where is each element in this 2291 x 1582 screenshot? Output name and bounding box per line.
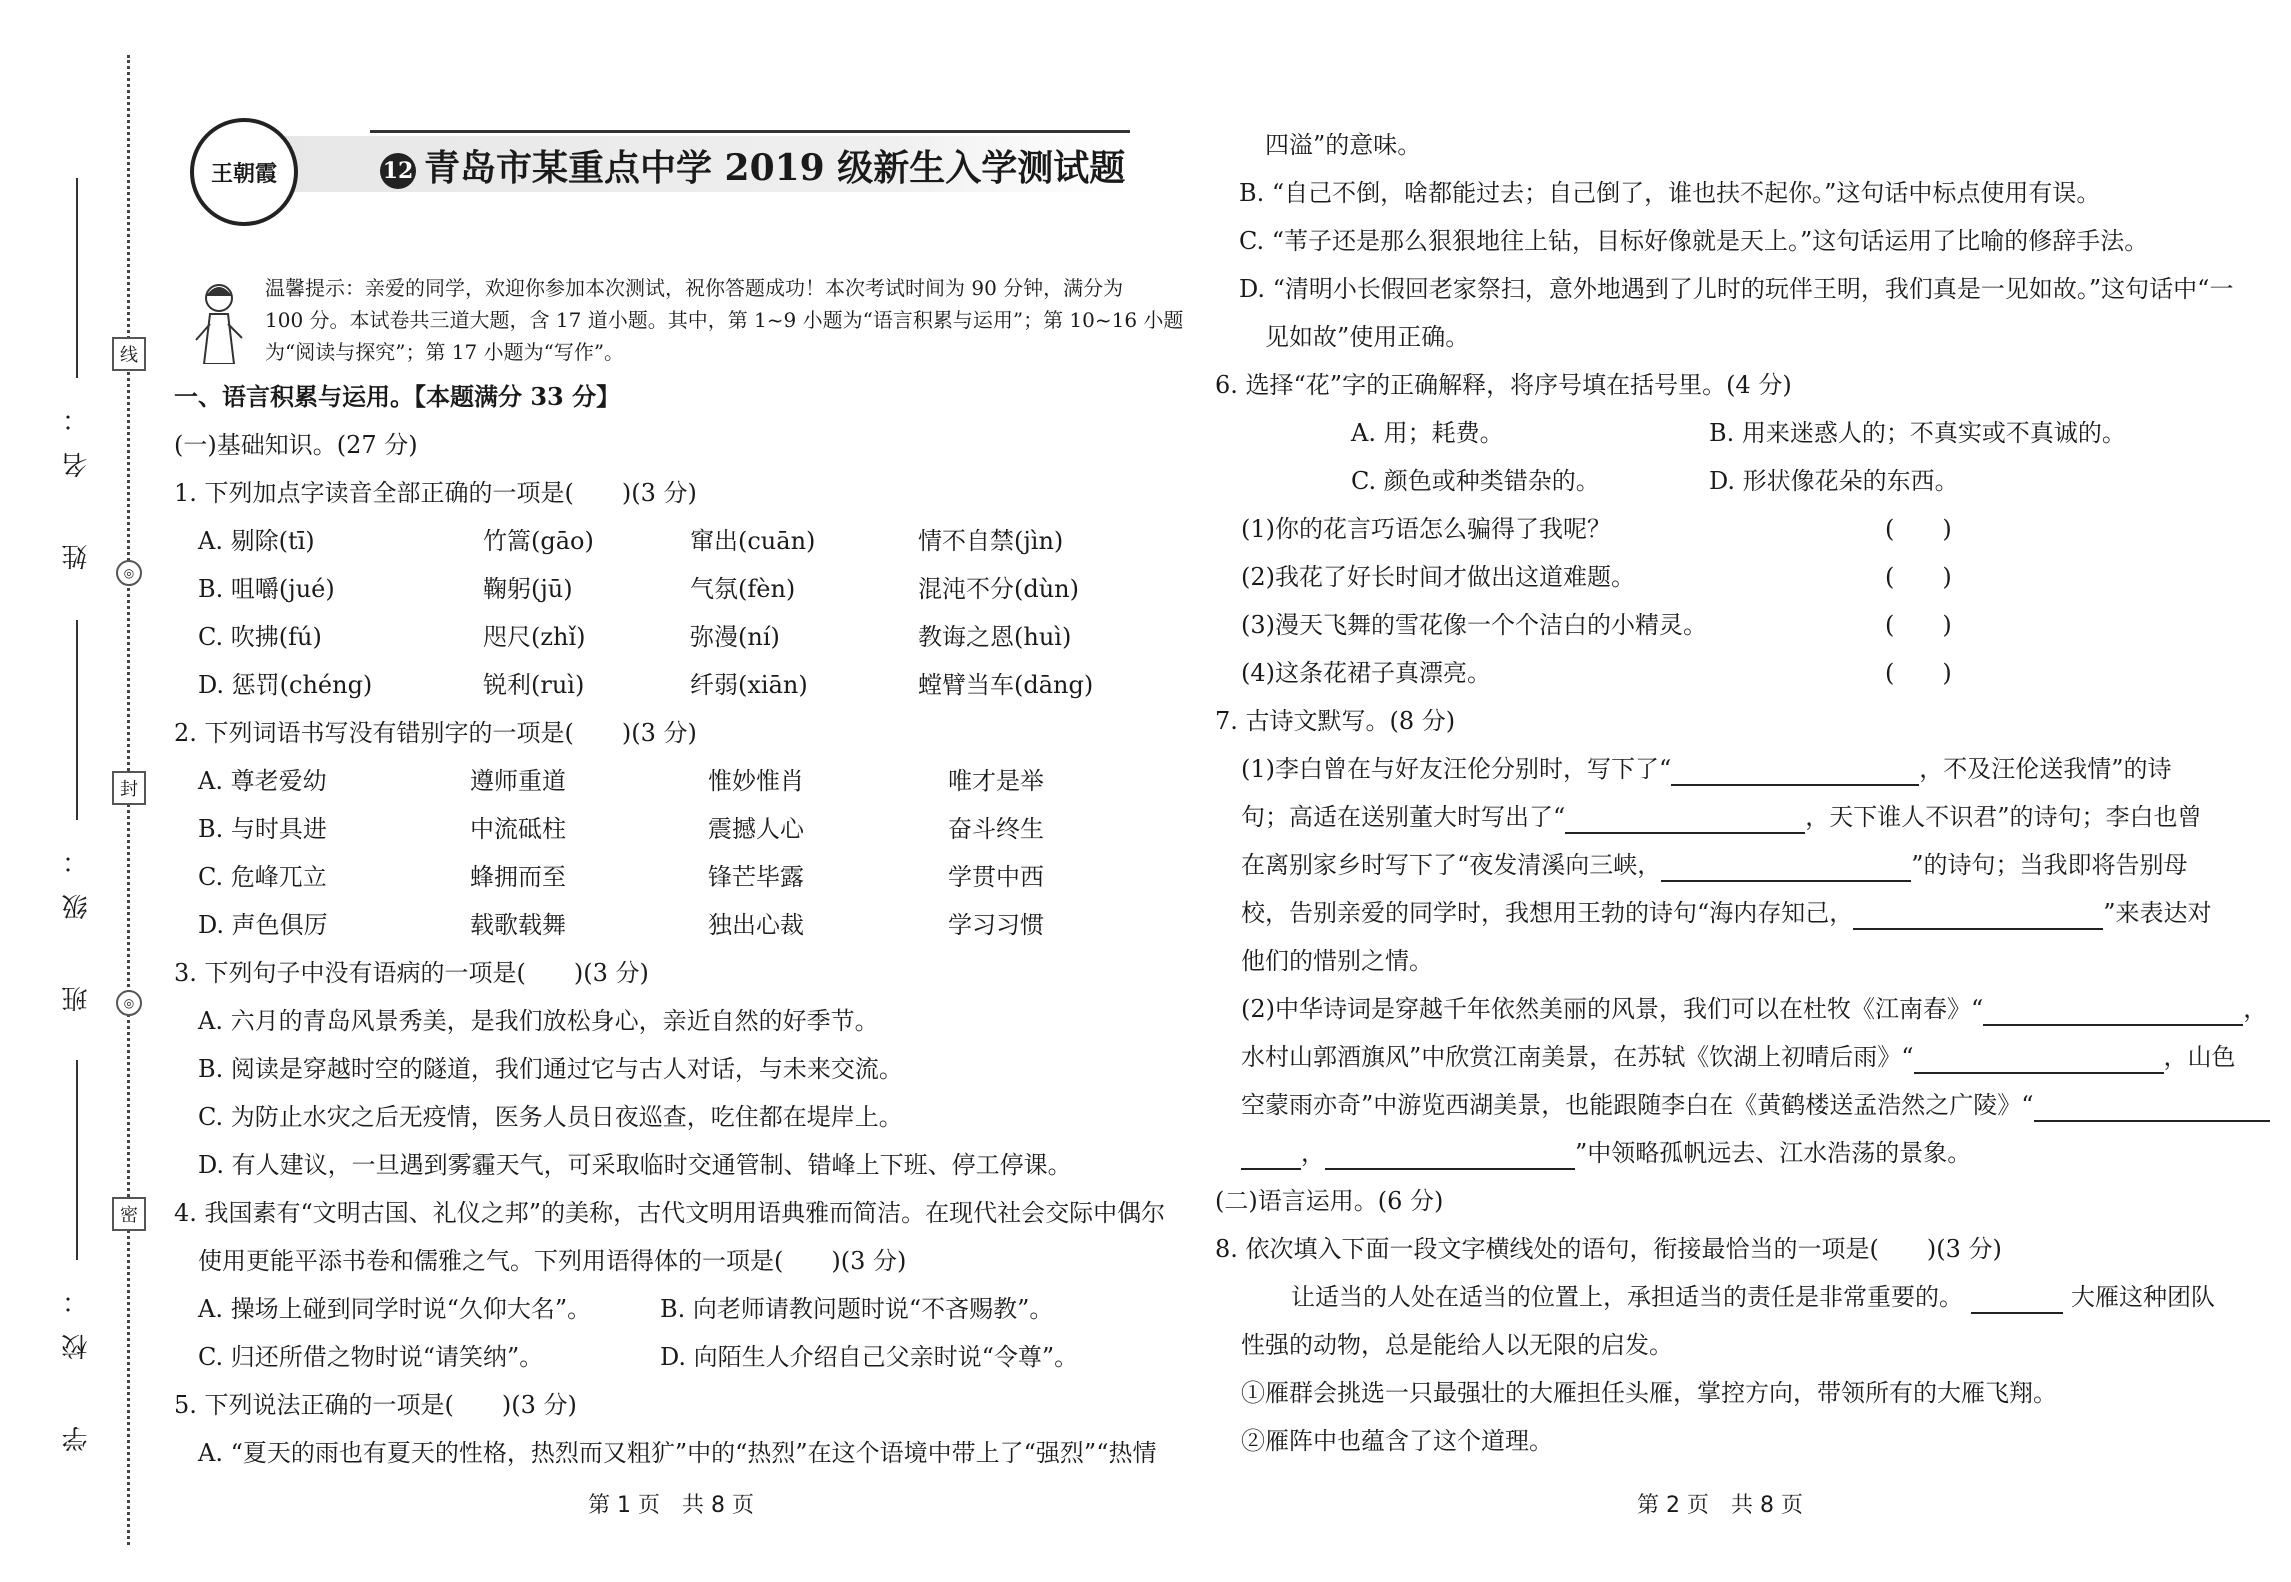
option-cell: 中流砥柱 [470,815,566,843]
question-3: 3. 下列句子中没有语病的一项是( )(3 分) [174,959,649,987]
question-1: 1. 下列加点字读音全部正确的一项是( )(3 分) [174,479,697,507]
answer-blank[interactable] [2034,1094,2270,1122]
option-cell: 学贯中西 [948,863,1044,891]
name-field[interactable] [58,178,98,570]
tip-line: 为“阅读与探究”；第 17 小题为“写作”。 [265,340,625,364]
option-cell: B. 向老师请教问题时说“不吝赐教”。 [660,1295,1054,1323]
option-cell: 咫尺(zhǐ) [483,623,586,651]
answer-blank[interactable] [1565,806,1805,834]
option-cell: 唯才是举 [948,767,1044,795]
option-cell: B. 咀嚼(jué) [198,575,335,603]
question-6: 6. 选择“花”字的正确解释，将序号填在括号里。(4 分) [1215,371,1792,399]
option-cell: 锐利(ruì) [483,671,585,699]
option-cell: 学习习惯 [948,911,1044,939]
option-line: C. “苇子还是那么狠狠地往上钻，目标好像就是天上。”这句话运用了比喻的修辞手法。 [1239,227,2149,255]
option-cell: 窜出(cuān) [690,527,816,555]
class-field[interactable] [58,620,98,1012]
option-cell: 情不自禁(jìn) [918,527,1064,555]
option-cell: 弥漫(ní) [690,623,780,651]
option-cell: 震撼人心 [708,815,804,843]
option-line: D. “清明小长假回老家祭扫，意外地遇到了儿时的玩伴王明，我们真是一见如故。”这句话中“一 [1239,275,2234,303]
girl-illustration-icon [190,280,248,364]
option-cell: 惟妙惟肖 [708,767,804,795]
option-cell: 遵师重道 [470,767,566,795]
binding-margin [0,0,170,1582]
poem-line: 在离别家乡时写下了“夜发清溪向三峡， ”的诗句；当我即将告别母 [1241,848,2188,882]
sub-item: (2)我花了好长时间才做出这道难题。 [1241,563,1635,591]
sub-item: (4)这条花裙子真漂亮。 [1241,659,1491,687]
poem-line: (2)中华诗词是穿越千年依然美丽的风景，我们可以在杜牧《江南春》“ ， [1241,992,2267,1026]
answer-blank[interactable] [1983,998,2243,1026]
answer-blank[interactable] [1325,1142,1575,1170]
option-line: B. “自己不倒，啥都能过去；自己倒了，谁也扶不起你。”这句话中标点使用有误。 [1239,179,2101,207]
option-cell: 气氛(fèn) [690,575,796,603]
option-line: D. 有人建议，一旦遇到雾霾天气，可采取临时交通管制、错峰上下班、停工停课。 [198,1151,1072,1179]
question-4: 4. 我国素有“文明古国、礼仪之邦”的美称，古代文明用语典雅而简洁。在现代社会交际中偶尔 [174,1199,1166,1227]
answer-blank[interactable] [1853,902,2103,930]
poem-line: 空蒙雨亦奇”中游览西湖美景，也能跟随李白在《黄鹤楼送孟浩然之广陵》“ [1241,1088,2270,1122]
option-cell: C. 危峰兀立 [198,863,327,891]
tip-line: 100 分。本试卷共三道大题，含 17 道小题。其中，第 1~9 小题为“语言积累与运用”；第 10~16 小题 [265,308,1184,332]
poem-line: ， ”中领略孤帆远去、江水浩荡的景象。 [1241,1136,1971,1170]
option-cell: 锋芒毕露 [708,863,804,891]
question-2: 2. 下列词语书写没有错别字的一项是( )(3 分) [174,719,697,747]
mark-feng: 封 [112,771,146,805]
brand-logo: 王朝霞 [190,118,298,226]
poem-line: 水村山郭酒旗风”中欣赏江南美景，在苏轼《饮湖上初晴后雨》“ ，山色 [1241,1040,2236,1074]
option-line: A. 六月的青岛风景秀美，是我们放松身心，亲近自然的好季节。 [198,1007,879,1035]
option-cell: 竹篙(gāo) [483,527,594,555]
page-title: 12 青岛市某重点中学 2019 级新生入学测试题 [380,140,1125,191]
definition: D. 形状像花朵的东西。 [1709,467,1959,495]
class-label: 班 级： [62,828,92,1012]
mark-mi: 密 [112,1197,146,1231]
page-footer: 第 1 页 共 8 页 [588,1493,754,1518]
poem-line: 他们的惜别之情。 [1241,947,1433,975]
question-4-cont: 使用更能平添书卷和儒雅之气。下列用语得体的一项是( )(3 分) [198,1247,907,1275]
option-cell: D. 声色俱厉 [198,911,328,939]
test-number-badge: 12 [380,153,416,189]
subsection-heading: (二)语言运用。(6 分) [1215,1187,1444,1215]
answer-blank[interactable] [1661,854,1911,882]
definition: B. 用来迷惑人的；不真实或不真诚的。 [1709,419,2126,447]
tip-line: 温馨提示：亲爱的同学，欢迎你参加本次测试，祝你答题成功！本次考试时间为 90 分钟，满分为 [265,276,1124,300]
answer-blank[interactable]: ( ) [1885,611,1952,639]
title-bar [190,118,1140,206]
seal-icon: ◎ [116,560,142,586]
option-cell: D. 惩罚(chéng) [198,671,373,699]
school-label: 学 校： [62,1268,92,1452]
poem-line: 句；高适在送别董大时写出了“ ，天下谁人不识君”的诗句；李白也曾 [1241,800,2202,834]
option-cell: 鞠躬(jū) [483,575,573,603]
option-cell: D. 向陌生人介绍自己父亲时说“令尊”。 [660,1343,1079,1371]
passage-line: 让适当的人处在适当的位置上，承担适当的责任是非常重要的。 大雁这种团队 [1291,1280,2215,1314]
answer-blank[interactable] [1241,1142,1301,1170]
poem-line: 校，告别亲爱的同学时，我想用王勃的诗句“海内存知己， ”来表达对 [1241,896,2212,930]
option-cell: C. 吹拂(fú) [198,623,322,651]
sentence-option: ①雁群会挑选一只最强壮的大雁担任头雁，掌控方向，带领所有的大雁飞翔。 [1241,1379,2057,1407]
answer-blank[interactable] [1914,1046,2164,1074]
option-cell: A. 操场上碰到同学时说“久仰大名”。 [198,1295,592,1323]
option-cell: 独出心裁 [708,911,804,939]
option-cell: 蜂拥而至 [470,863,566,891]
option-cell: A. 剔除(tī) [198,527,315,555]
option-cell: 奋斗终生 [948,815,1044,843]
option-cell: B. 与时具进 [198,815,327,843]
option-cell: A. 尊老爱幼 [198,767,327,795]
option-cell: 教诲之恩(huì) [918,623,1072,651]
page-1 [170,0,1184,1582]
mark-xian: 线 [112,337,146,371]
answer-blank[interactable] [1671,758,1919,786]
option-line: B. 阅读是穿越时空的隧道，我们通过它与古人对话，与未来交流。 [198,1055,903,1083]
question-5: 5. 下列说法正确的一项是( )(3 分) [174,1391,577,1419]
text-line: 四溢”的意味。 [1265,131,1422,159]
answer-blank[interactable] [1971,1286,2063,1314]
option-line: A. “夏天的雨也有夏天的性格，热烈而又粗犷”中的“热烈”在这个语境中带上了“强烈”“热情 [198,1439,1157,1467]
name-label: 姓 名： [62,386,92,570]
option-cell: 纤弱(xiān) [690,671,808,699]
option-cell: 混沌不分(dùn) [918,575,1080,603]
option-line: C. 为防止水灾之后无疫情，医务人员日夜巡查，吃住都在堤岸上。 [198,1103,903,1131]
definition: A. 用；耗费。 [1351,419,1504,447]
answer-blank[interactable]: ( ) [1885,659,1952,687]
school-field[interactable] [58,1060,98,1452]
answer-blank[interactable]: ( ) [1885,563,1952,591]
option-cell: 载歌载舞 [470,911,566,939]
poem-line: (1)李白曾在与好友汪伦分别时，写下了“ ，不及汪伦送我情”的诗 [1241,752,2172,786]
passage-line: 性强的动物，总是能给人以无限的启发。 [1241,1331,1673,1359]
sub-item: (1)你的花言巧语怎么骗得了我呢？ [1241,515,1611,543]
option-cell: C. 归还所借之物时说“请笑纳”。 [198,1343,544,1371]
subsection-heading: (一)基础知识。(27 分) [174,431,418,459]
sub-item: (3)漫天飞舞的雪花像一个个洁白的小精灵。 [1241,611,1707,639]
question-7: 7. 古诗文默写。(8 分) [1215,707,1456,735]
section-heading: 一、语言积累与运用。【本题满分 33 分】 [174,382,621,411]
definition: C. 颜色或种类错杂的。 [1351,467,1600,495]
seal-icon: ◎ [116,990,142,1016]
page-2 [1215,0,2268,1582]
option-cell: 螳臂当车(dāng) [918,671,1094,699]
text-line: 见如故”使用正确。 [1265,323,1470,351]
question-8: 8. 依次填入下面一段文字横线处的语句，衔接最恰当的一项是( )(3 分) [1215,1235,2002,1263]
page-footer: 第 2 页 共 8 页 [1637,1493,1803,1518]
sentence-option: ②雁阵中也蕴含了这个道理。 [1241,1427,1553,1455]
answer-blank[interactable]: ( ) [1885,515,1952,543]
